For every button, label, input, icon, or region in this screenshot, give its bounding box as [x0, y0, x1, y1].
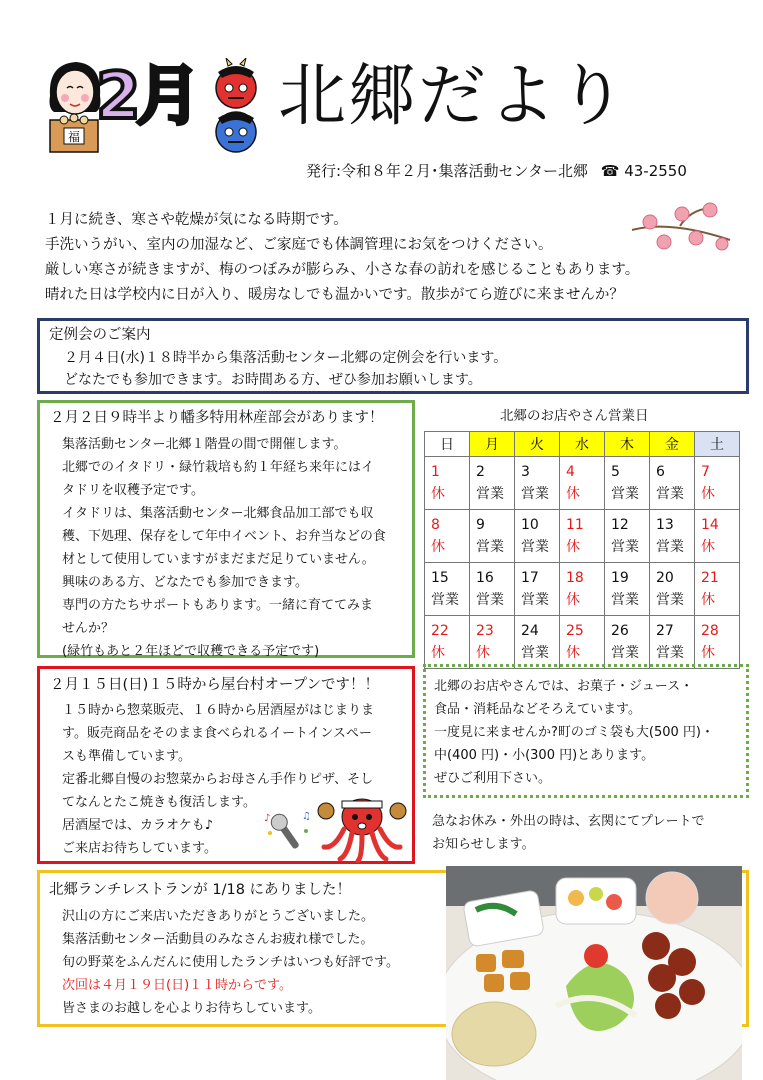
calendar-day-status: 営業	[611, 486, 639, 502]
calendar-day-status: 営業	[656, 645, 684, 661]
calendar-day-number: 11	[566, 517, 584, 533]
month-badge: 2月	[96, 60, 197, 134]
meeting-notice-box	[37, 318, 749, 394]
notice-line: お知らせします。	[432, 837, 535, 852]
calendar-day-cell	[470, 510, 515, 563]
calendar-day-cell	[515, 457, 560, 510]
newsletter-title: 北郷だより	[278, 57, 629, 136]
calendar-day-number: 7	[701, 464, 710, 480]
forest-line: (緑竹もあと２年ほどで収穫できる予定です)	[62, 644, 320, 659]
calendar-day-status: 営業	[431, 592, 459, 608]
calendar-day-cell	[695, 616, 740, 669]
yatai-line: 居酒屋では、カラオケも♪	[62, 818, 214, 833]
calendar-body	[425, 457, 740, 669]
plum-blossom-illustration	[630, 200, 735, 260]
weekday-header: 火	[515, 432, 560, 457]
calendar-day-cell	[425, 616, 470, 669]
calendar-day-number: 17	[521, 570, 539, 586]
calendar-day-number: 20	[656, 570, 674, 586]
calendar-day-status: 休	[701, 539, 715, 555]
calendar-header-row	[425, 432, 740, 457]
calendar-day-cell	[605, 616, 650, 669]
calendar-day-status: 営業	[611, 592, 639, 608]
forest-body	[62, 433, 386, 663]
calendar-day-cell	[605, 457, 650, 510]
yatai-line: スも準備しています。	[62, 749, 191, 764]
yatai-line: ご来店お待ちしています。	[62, 841, 217, 856]
calendar-day-cell	[695, 563, 740, 616]
phone-icon: ☎	[600, 162, 620, 180]
calendar-day-status: 営業	[656, 486, 684, 502]
meeting-title: 定例会のご案内	[49, 327, 151, 343]
forest-meeting-box	[37, 400, 415, 658]
calendar-day-cell	[425, 457, 470, 510]
calendar-week-row	[425, 563, 740, 616]
calendar-day-number: 4	[566, 464, 575, 480]
weekday-header: 月	[470, 432, 515, 457]
calendar-day-status: 営業	[611, 645, 639, 661]
calendar-day-cell	[515, 616, 560, 669]
calendar-day-status: 休	[566, 539, 580, 555]
calendar-day-cell	[515, 510, 560, 563]
yatai-title: ２月１５日(日)１５時から屋台村オープンです！！	[50, 677, 380, 693]
calendar-week-row	[425, 510, 740, 563]
calendar-day-number: 3	[521, 464, 530, 480]
lunch-next-date: 次回は４月１９日(日)１１時からです。	[62, 978, 292, 993]
intro-paragraph	[45, 208, 639, 308]
weekday-header: 金	[650, 432, 695, 457]
yatai-line: す。販売商品をそのまま食べられるイートインスペー	[62, 726, 372, 741]
calendar-day-status: 営業	[521, 539, 549, 555]
calendar-day-status: 休	[566, 486, 580, 502]
calendar-day-status: 営業	[521, 592, 549, 608]
calendar-day-cell	[470, 457, 515, 510]
forest-line: せんか？	[62, 621, 115, 636]
calendar-day-cell	[470, 616, 515, 669]
calendar-day-status: 休	[431, 645, 445, 661]
calendar-day-number: 23	[476, 623, 494, 639]
closure-notice	[432, 810, 704, 856]
weekday-header: 水	[560, 432, 605, 457]
intro-line: 厳しい寒さが続きますが、梅のつぼみが膨らみ、小さな春の訪れを感じることもあります。	[45, 262, 640, 278]
weekday-header: 木	[605, 432, 650, 457]
intro-line: 手洗いうがい、室内の加湿など、ご家庭でも体調管理にお気をつけください。	[45, 237, 553, 253]
shop-line: ぜひご利用下さい。	[434, 771, 552, 786]
calendar-day-number: 14	[701, 517, 719, 533]
shop-line: 食品・消耗品などそろえています。	[434, 702, 641, 717]
octopus-illustration	[312, 789, 412, 863]
lunch-body	[62, 905, 399, 1020]
forest-line: 興味のある方、どなたでも参加できます。	[62, 575, 308, 590]
lunch-line: 旬の野菜をふんだんに使用したランチはいつも好評です。	[62, 955, 399, 970]
forest-line: 集落活動センター北郷１階畳の間で開催します。	[62, 437, 347, 452]
calendar-day-number: 10	[521, 517, 539, 533]
publisher-line	[306, 160, 687, 182]
calendar-day-status: 営業	[476, 539, 504, 555]
oni-demons-illustration	[206, 58, 266, 158]
calendar-day-status: 営業	[611, 539, 639, 555]
calendar-day-cell	[695, 457, 740, 510]
calendar-day-number: 25	[566, 623, 584, 639]
calendar-day-cell	[560, 616, 605, 669]
calendar-day-number: 15	[431, 570, 449, 586]
calendar-day-number: 19	[611, 570, 629, 586]
forest-line: 材として使用していますがまだまだ足りていません。	[62, 552, 375, 567]
phone-number: 43-2550	[624, 162, 687, 180]
calendar-day-cell	[560, 510, 605, 563]
calendar-day-number: 26	[611, 623, 629, 639]
forest-line: 穫、下処理、保存をして年中イベント、お弁当などの食	[62, 529, 386, 544]
calendar-day-status: 休	[431, 486, 445, 502]
calendar-day-number: 1	[431, 464, 440, 480]
calendar-day-status: 営業	[656, 539, 684, 555]
calendar-day-status: 営業	[521, 645, 549, 661]
yatai-line: てなんとたこ焼きも復活します。	[62, 795, 256, 810]
shop-line: 中(400 円)・小(300 円)とあります。	[434, 748, 655, 763]
lunch-line: 沢山の方にご来店いただきありがとうございました。	[62, 909, 375, 924]
business-calendar	[424, 431, 740, 669]
calendar-day-number: 22	[431, 623, 449, 639]
notice-line: 急なお休み・外出の時は、玄関にてプレートで	[432, 814, 705, 829]
calendar-day-cell	[650, 616, 695, 669]
calendar-day-number: 8	[431, 517, 440, 533]
publisher-text: 発行:令和８年２月･集落活動センター北郷	[306, 162, 588, 180]
calendar-day-status: 営業	[476, 486, 504, 502]
calendar-day-number: 2	[476, 464, 485, 480]
calendar-day-status: 営業	[656, 592, 684, 608]
lunch-title: 北郷ランチレストランが 1/18 にありました！	[49, 882, 352, 898]
meeting-line: ２月４日(水)１８時半から集落活動センター北郷の定例会を行います。	[64, 350, 508, 366]
calendar-day-cell	[470, 563, 515, 616]
shop-line: 一度見に来ませんか?町のゴミ袋も大(500 円)・	[434, 725, 714, 740]
calendar-day-cell	[425, 563, 470, 616]
lunch-line: 集落活動センター活動員のみなさんお疲れ様でした。	[62, 932, 374, 947]
calendar-day-status: 営業	[476, 592, 504, 608]
forest-line: タドリを収穫予定です。	[62, 483, 204, 498]
calendar-day-cell	[650, 457, 695, 510]
calendar-day-cell	[605, 563, 650, 616]
calendar-day-number: 27	[656, 623, 674, 639]
calendar-day-number: 12	[611, 517, 629, 533]
intro-line: 晴れた日は学校内に日が入り、暖房なしでも温かいです。散歩がてら遊びに来ませんか？	[45, 287, 624, 303]
calendar-week-row	[425, 457, 740, 510]
shop-body	[434, 675, 714, 790]
calendar-day-cell	[515, 563, 560, 616]
calendar-day-status: 休	[566, 592, 580, 608]
weekday-header: 日	[425, 432, 470, 457]
weekday-header: 土	[695, 432, 740, 457]
calendar-day-cell	[650, 563, 695, 616]
shop-info-box	[423, 664, 749, 798]
calendar-day-number: 5	[611, 464, 620, 480]
lunch-plate-photo	[446, 866, 742, 1080]
intro-line: １月に続き、寒さや乾燥が気になる時期です。	[45, 212, 348, 228]
calendar-day-number: 28	[701, 623, 719, 639]
forest-line: 北郷でのイタドリ・緑竹栽培も約１年経ち来年にはイ	[62, 460, 375, 475]
calendar-day-status: 休	[701, 592, 715, 608]
calendar-day-status: 休	[566, 645, 580, 661]
calendar-day-status: 営業	[521, 486, 549, 502]
calendar-day-cell	[560, 457, 605, 510]
calendar-day-number: 21	[701, 570, 719, 586]
meeting-line: どなたでも参加できます。お時間ある方、ぜひ参加お願いします。	[64, 372, 482, 388]
calendar-day-number: 9	[476, 517, 485, 533]
yatai-village-box	[37, 666, 415, 864]
svg-text:福: 福	[67, 130, 81, 144]
calendar-day-cell	[560, 563, 605, 616]
yatai-line: 定番北郷自慢のお惣菜からお母さん手作りピザ、そし	[62, 772, 374, 787]
forest-line: イタドリは、集落活動センター北郷食品加工部でも収	[62, 506, 374, 521]
shop-line: 北郷のお店やさんでは、お菓子・ジュース・	[434, 679, 694, 694]
calendar-day-number: 6	[656, 464, 665, 480]
calendar-week-row	[425, 616, 740, 669]
calendar-day-number: 16	[476, 570, 494, 586]
calendar-day-status: 休	[476, 645, 490, 661]
calendar-day-status: 休	[431, 539, 445, 555]
calendar-title: 北郷のお店やさん営業日	[500, 408, 649, 424]
calendar-day-number: 24	[521, 623, 539, 639]
calendar-day-number: 18	[566, 570, 584, 586]
forest-title: ２月２日９時半より幡多特用林産部会があります！	[50, 410, 384, 426]
yatai-line: １５時から惣菜販売、１６時から居酒屋がはじまりま	[62, 703, 375, 718]
calendar-day-cell	[605, 510, 650, 563]
svg-text:♪: ♪	[264, 813, 271, 824]
calendar-day-cell	[650, 510, 695, 563]
lunch-closing: 皆さまのお越しを心よりお待ちしています。	[62, 1001, 321, 1016]
calendar-day-status: 休	[701, 486, 715, 502]
svg-text:♫: ♫	[302, 811, 311, 822]
calendar-day-cell	[425, 510, 470, 563]
forest-line: 専門の方たちサポートもあります。一緒に育ててみま	[62, 598, 373, 613]
karaoke-microphone-icon	[258, 807, 314, 855]
calendar-day-number: 13	[656, 517, 674, 533]
calendar-day-cell	[695, 510, 740, 563]
calendar-day-status: 休	[701, 645, 715, 661]
